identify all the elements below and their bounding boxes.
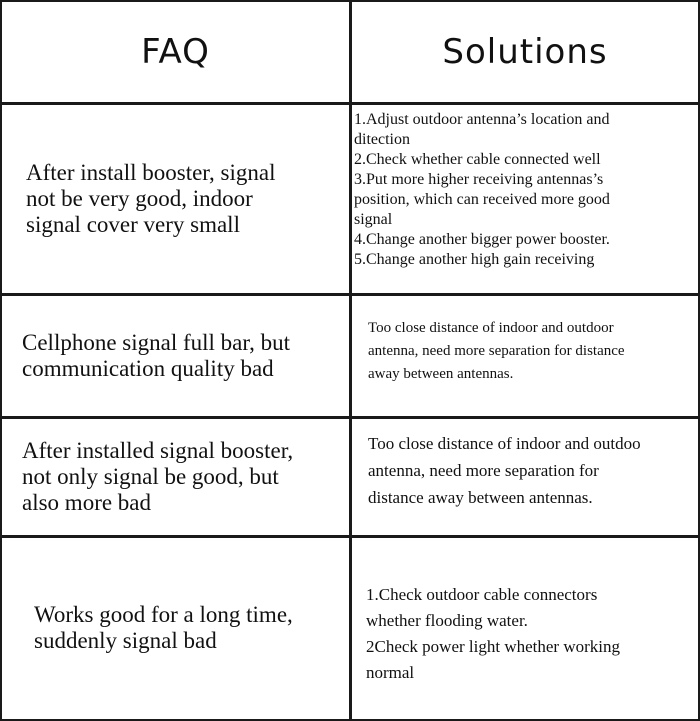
solution-line: antenna, need more separation for distance — [368, 343, 625, 359]
question-line: suddenly signal bad — [34, 628, 217, 653]
faq-question — [34, 538, 349, 718]
faq-solution — [354, 110, 698, 292]
question-line: signal cover very small — [26, 212, 240, 237]
solution-line: ditection — [354, 131, 410, 148]
solution-line: 2Check power light whether working — [366, 637, 620, 656]
faq-solution — [368, 317, 696, 407]
solution-line: 5.Change another high gain receiving — [354, 251, 595, 268]
solution-line: whether flooding water. — [366, 611, 528, 630]
solution-line: position, which can received more good — [354, 191, 610, 208]
question-line: After install booster, signal — [26, 160, 276, 185]
question-line: also more bad — [22, 490, 152, 515]
solution-line: away between antennas. — [368, 366, 514, 382]
solution-line: normal — [366, 663, 415, 682]
solution-line: distance away between antennas. — [368, 488, 593, 507]
solution-line: Too close distance of indoor and outdoo — [368, 434, 641, 453]
solutions-header — [352, 2, 698, 102]
solution-line: Too close distance of indoor and outdoor — [368, 320, 614, 336]
solution-line: 4.Change another bigger power booster. — [354, 231, 610, 248]
question-line: not only signal be good, but — [22, 464, 279, 489]
solution-line: 1.Check outdoor cable connectors — [366, 585, 598, 604]
column-divider — [349, 2, 352, 719]
faq-header — [2, 2, 349, 102]
faq-question — [26, 105, 346, 293]
faq-header-label: FAQ — [141, 32, 210, 72]
solution-line: antenna, need more separation for — [368, 461, 599, 480]
faq-question — [22, 296, 347, 416]
question-line: not be very good, indoor — [26, 186, 253, 211]
solution-line: signal — [354, 211, 393, 228]
solution-line: 3.Put more higher receiving antennas’s — [354, 171, 604, 188]
question-line: After installed signal booster, — [22, 438, 294, 463]
solutions-header-label: Solutions — [442, 32, 608, 72]
faq-question — [22, 419, 347, 535]
faq-solution — [366, 582, 696, 692]
question-line: Cellphone signal full bar, but — [22, 330, 291, 355]
solution-line: 1.Adjust outdoor antenna’s location and — [354, 111, 610, 128]
faq-solution — [368, 430, 696, 530]
solution-line: 2.Check whether cable connected well — [354, 151, 601, 168]
question-line: communication quality bad — [22, 356, 274, 381]
question-line: Works good for a long time, — [34, 602, 293, 627]
